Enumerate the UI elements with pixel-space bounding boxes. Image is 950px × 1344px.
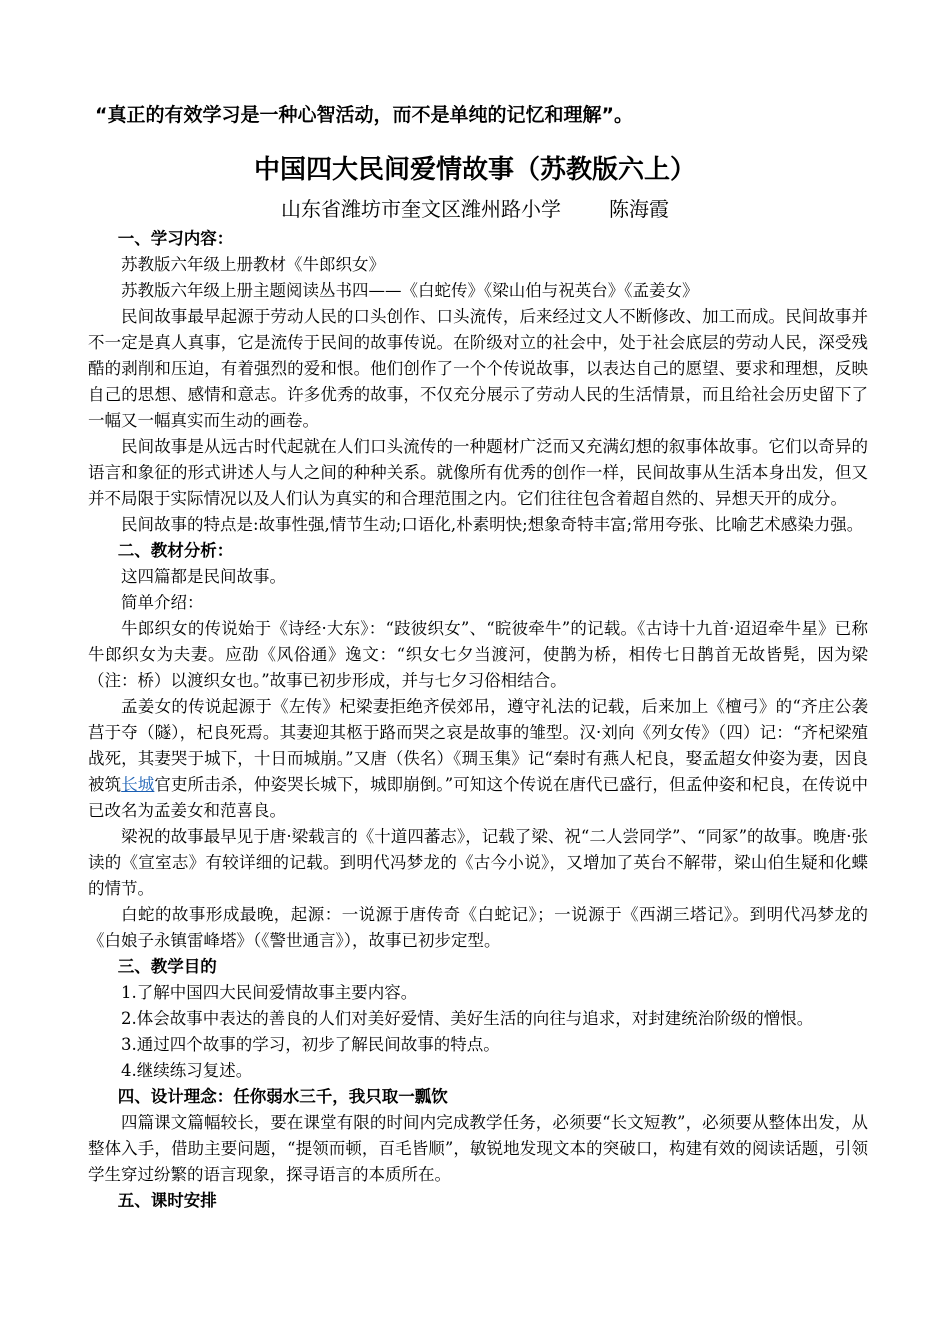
great-wall-link[interactable]: 长城 (121, 775, 155, 794)
paragraph: 四篇课文篇幅较长，要在课堂有限的时间内完成教学任务，必须要“长文短教”，必须要从整体出发，从整体入手，借助主要问题，“提领而顿，百毛皆顺”，敏锐地发现文本的突破口，构建有效的阅读话题，引领学生穿过纷繁的语言现象，探寻语言的本质所在。 (88, 1113, 868, 1184)
paragraph: 简单介绍： (121, 593, 204, 612)
paragraph: 白蛇的故事形成最晚，起源：一说源于唐传奇《白蛇记》；一说源于《西湖三塔记》。到明代冯梦龙的《白娘子永镇雷峰塔》（《警世通言》），故事已初步定型。 (88, 905, 868, 950)
document-body (88, 226, 868, 1214)
paragraph-mengjiangnu (88, 694, 868, 824)
author-line (0, 192, 950, 226)
author-name: 陈海霞 (609, 197, 669, 221)
paragraph-text: 官吏所击杀，仲姿哭长城下，城即崩倒。”可知这个传说在唐代已盛行，但孟仲姿和杞良，在传说中已改名为孟姜女和范喜良。 (88, 775, 869, 820)
section-heading-2: 二、教材分析： (117, 541, 234, 560)
section-heading-4: 四、设计理念：任你弱水三千，我只取一瓢饮 (117, 1087, 448, 1106)
paragraph: 梁祝的故事最早见于唐·梁载言的《十道四蕃志》，记载了梁、祝“二人尝同学”、“同冢”的故事。晚唐·张读的《宣室志》有较详细的记载。到明代冯梦龙的《古今小说》，又增加了英台不解带，梁山伯生疑和化蝶的情节。 (88, 827, 868, 898)
section-heading-5: 五、课时安排 (117, 1191, 217, 1210)
author-school: 山东省潍坊市奎文区潍州路小学 (281, 197, 561, 221)
paragraph: 牛郎织女的传说始于《诗经·大东》：“跂彼织女”、“睆彼牵牛”的记载。《古诗十九首·迢迢牵牛星》已称牛郎织女为夫妻。应劭《风俗通》逸文：“织女七夕当渡河，使鹊为桥，相传七日鹊首无故皆髡，因为梁（注：桥）以渡织女也。”故事已初步形成，并与七夕习俗相结合。 (88, 619, 868, 690)
list-item: 2.体会故事中表达的善良的人们对美好爱情、美好生活的向往与追求，对封建统治阶级的憎恨。 (121, 1009, 814, 1028)
paragraph: 苏教版六年级上册主题阅读丛书四——《白蛇传》《梁山伯与祝英台》《孟姜女》 (121, 281, 699, 300)
list-item: 4.继续练习复述。 (121, 1061, 253, 1080)
paragraph: 这四篇都是民间故事。 (121, 567, 286, 586)
paragraph: 民间故事最早起源于劳动人民的口头创作、口头流传，后来经过文人不断修改、加工而成。民间故事并不一定是真人真事，它是流传于民间的故事传说。在阶级对立的社会中，处于社会底层的劳动人民，深受残酷的剥削和压迫，有着强烈的爱和恨。他们创作了一个个传说故事，以表达自己的愿望、要求和理想，反映自己的思想、感情和意志。许多优秀的故事，不仅充分展示了劳动人民的生活情景，而且给社会历史留下了一幅又一幅真实而生动的画卷。 (88, 307, 868, 430)
page-title: 中国四大民间爱情故事（苏教版六上） (253, 155, 696, 185)
list-item: 3.通过四个故事的学习，初步了解民间故事的特点。 (121, 1035, 500, 1054)
section-heading-1: 一、学习内容： (117, 229, 234, 248)
list-item: 1.了解中国四大民间爱情故事主要内容。 (121, 983, 418, 1002)
paragraph: 苏教版六年级上册教材《牛郎织女》 (121, 255, 385, 274)
header-quote: “真正的有效学习是一种心智活动，而不是单纯的记忆和理解”。 (95, 104, 633, 126)
paragraph: 民间故事的特点是:故事性强,情节生动;口语化,朴素明快;想象奇特丰富;常用夸张、比喻艺术感染力强。 (121, 515, 864, 534)
section-heading-3: 三、教学目的 (117, 957, 217, 976)
paragraph-text: 孟姜女的传说起源于《左传》杞梁妻拒绝齐侯郊吊，遵守礼法的记载，后来加上《檀弓》的“齐庄公袭莒于夺（隧），杞良死焉。其妻迎其柩于路而哭之哀是故事的雏型。汉·刘向《列女传》（四）记：“齐杞梁殖战死，其妻哭于城下，十日而城崩。”又唐（佚名）《琱玉集》记“秦时有燕人杞良，娶孟超女仲姿为妻，因良被筑 (88, 697, 868, 794)
paragraph: 民间故事是从远古时代起就在人们口头流传的一种题材广泛而又充满幻想的叙事体故事。它们以奇异的语言和象征的形式讲述人与人之间的种种关系。就像所有优秀的创作一样，民间故事从生活本身出发，但又并不局限于实际情况以及人们认为真实的和合理范围之内。它们往往包含着超自然的、异想天开的成分。 (88, 437, 868, 508)
